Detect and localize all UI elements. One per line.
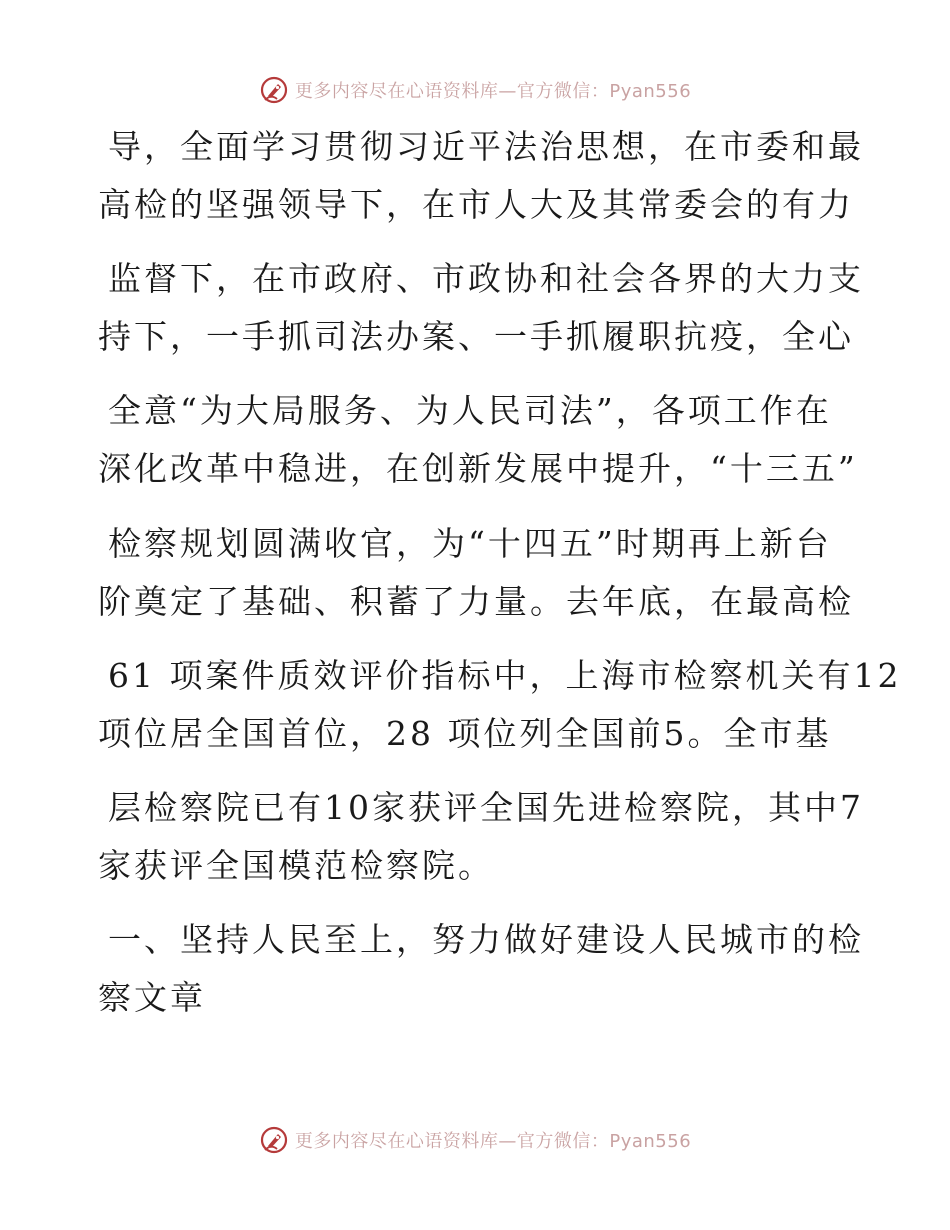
section-heading: 一、坚持人民至上，努力做好建设人民城市的检 (108, 920, 864, 959)
pen-nib-circle-icon (259, 75, 289, 105)
text-line: 高检的坚强领导下，在市人大及其常委会的有力 (98, 185, 854, 224)
text-line: 导，全面学习贯彻习近平法治思想，在市委和最 (108, 127, 864, 166)
pen-nib-circle-icon (259, 1125, 289, 1155)
text-line: 监督下，在市政府、市政协和社会各界的大力支 (108, 259, 864, 298)
header-watermark (0, 70, 950, 110)
text-line: 全意“为大局服务、为人民司法”，各项工作在 (108, 391, 832, 430)
text-line: 项位居全国首位，28 项位列全国前5。全市基 (98, 714, 832, 753)
footer-watermark (0, 1120, 950, 1160)
text-line: 阶奠定了基础、积蓄了力量。去年底，在最高检 (98, 582, 854, 621)
text-line: 层检察院已有10家获评全国先进检察院，其中7 (108, 788, 864, 827)
watermark-text: 更多内容尽在心语资料库—官方微信：Pyan556 (294, 81, 692, 102)
text-line: 深化改革中稳进，在创新发展中提升，“十三五” (98, 449, 858, 488)
text-line: 持下，一手抓司法办案、一手抓履职抗疫，全心 (98, 317, 854, 356)
text-line: 检察规划圆满收官，为“十四五”时期再上新台 (108, 524, 832, 563)
text-line: 家获评全国模范检察院。 (98, 846, 494, 885)
text-line: 61 项案件质效评价指标中，上海市检察机关有12 (108, 656, 902, 695)
section-heading-continued: 察文章 (98, 978, 206, 1017)
watermark-text: 更多内容尽在心语资料库—官方微信：Pyan556 (294, 1131, 692, 1152)
